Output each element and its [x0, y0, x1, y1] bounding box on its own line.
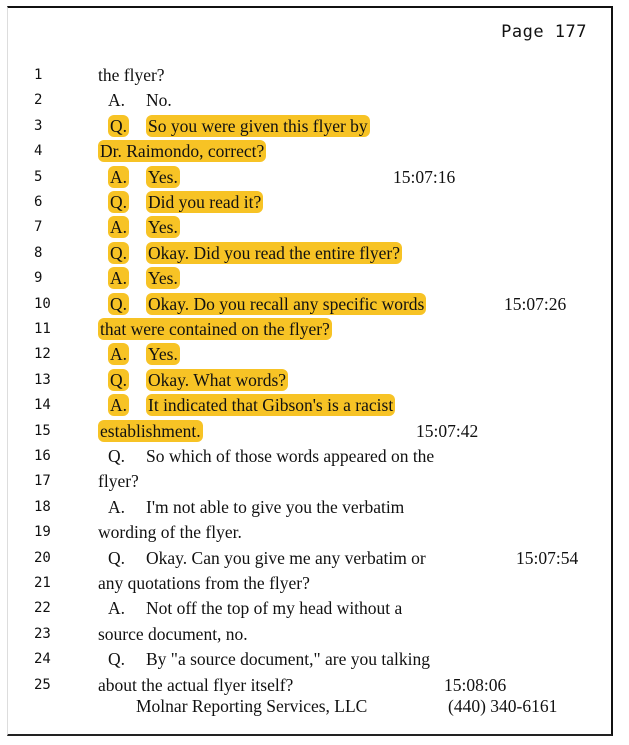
timestamp: 15:07:26: [504, 293, 567, 314]
speaker-label: A.: [110, 395, 128, 416]
line-number: 23: [34, 625, 51, 642]
timestamp: 15:07:54: [516, 547, 579, 568]
transcript-line: [8, 674, 611, 699]
speaker-label: Q.: [110, 369, 128, 390]
timestamp: 15:07:42: [416, 420, 479, 441]
transcript-line: [8, 115, 611, 140]
highlighted-line-text: It indicated that Gibson's is a racist: [148, 395, 394, 416]
line-number: 13: [34, 371, 51, 388]
footer-phone: (440) 340-6161: [448, 696, 558, 716]
highlighted-line-text: Yes.: [148, 344, 178, 365]
line-number: 11: [34, 321, 51, 337]
line-text: flyer?: [98, 471, 139, 492]
highlighted-line-text: Yes.: [148, 166, 178, 187]
line-number: 18: [34, 498, 51, 515]
speaker-label: Q.: [108, 547, 126, 568]
speaker-label: A.: [110, 217, 128, 238]
transcript-line: [8, 267, 611, 292]
line-text: Okay. Can you give me any verbatim or: [146, 547, 426, 568]
transcript-line: [8, 216, 611, 241]
line-number: 15: [34, 422, 51, 439]
line-number: 20: [34, 549, 51, 566]
line-number: 1: [34, 67, 43, 83]
line-number: 2: [34, 92, 43, 109]
highlighted-line-text: Yes.: [148, 217, 178, 238]
page-number: Page 177: [501, 22, 587, 42]
line-text: No.: [146, 90, 172, 111]
line-number: 16: [34, 448, 51, 464]
transcript-line: [8, 496, 611, 521]
line-number: 4: [34, 143, 43, 160]
line-number: 19: [34, 524, 51, 541]
highlighted-line-text: Dr. Raimondo, correct?: [100, 141, 265, 162]
speaker-label: Q.: [110, 293, 128, 314]
line-text: Not off the top of my head without a: [146, 598, 403, 619]
line-number: 25: [34, 676, 51, 693]
transcript-line: [8, 470, 611, 495]
line-number: 21: [34, 575, 51, 591]
line-number: 17: [34, 473, 51, 490]
transcript-page: [7, 6, 613, 736]
transcript-line: [8, 369, 611, 394]
timestamp: 15:08:06: [444, 674, 507, 695]
speaker-label: A.: [108, 598, 126, 619]
transcript-line: [8, 343, 611, 368]
line-number: 3: [34, 117, 43, 134]
footer-company: Molnar Reporting Services, LLC: [136, 696, 368, 716]
transcript-line: [8, 293, 611, 318]
speaker-label: Q.: [108, 446, 126, 466]
line-number: 24: [34, 651, 51, 668]
transcript-line: [8, 394, 611, 419]
line-number: 22: [34, 600, 51, 617]
transcript-line: [8, 420, 611, 445]
timestamp: 15:07:16: [393, 166, 456, 187]
transcript-line: [8, 597, 611, 622]
line-text: So which of those words appeared on the: [146, 446, 435, 466]
line-text: wording of the flyer.: [98, 522, 242, 543]
speaker-label: Q.: [108, 649, 126, 670]
transcript-line: [8, 547, 611, 572]
highlighted-line-text: Okay. Did you read the entire flyer?: [148, 242, 401, 263]
transcript-line: [8, 445, 611, 470]
transcript-line: [8, 166, 611, 191]
highlighted-line-text: So you were given this flyer by: [148, 115, 368, 136]
transcript-line: [8, 140, 611, 165]
speaker-label: A.: [110, 166, 128, 187]
highlighted-line-text: Okay. What words?: [148, 369, 287, 390]
line-number: 6: [34, 194, 43, 210]
line-text: By "a source document," are you talking: [146, 649, 430, 670]
speaker-label: A.: [110, 268, 128, 289]
line-text: I'm not able to give you the verbatim: [146, 496, 405, 517]
transcript-line: [8, 521, 611, 546]
line-number: 12: [34, 346, 51, 363]
speaker-label: Q.: [110, 192, 128, 212]
speaker-label: A.: [110, 344, 128, 365]
highlighted-line-text: establishment.: [100, 420, 201, 441]
line-text: the flyer?: [98, 65, 165, 85]
transcript-line: [8, 623, 611, 648]
transcript-line: [8, 191, 611, 216]
transcript-line: [8, 648, 611, 673]
speaker-label: A.: [108, 90, 126, 111]
line-number: 9: [34, 270, 43, 287]
speaker-label: Q.: [110, 242, 128, 263]
line-number: 14: [34, 397, 51, 414]
line-number: 8: [34, 244, 43, 261]
transcript-line: [8, 572, 611, 597]
line-text: about the actual flyer itself?: [98, 674, 294, 695]
highlighted-line-text: Okay. Do you recall any specific words: [148, 293, 425, 314]
line-text: any quotations from the flyer?: [98, 573, 310, 593]
transcript-line: [8, 64, 611, 89]
highlighted-line-text: Yes.: [148, 268, 178, 289]
speaker-label: Q.: [110, 115, 128, 136]
line-number: 10: [34, 295, 51, 312]
line-text: source document, no.: [98, 623, 248, 644]
transcript-line: [8, 318, 611, 343]
transcript-line: [8, 89, 611, 114]
highlighted-line-text: that were contained on the flyer?: [100, 319, 330, 339]
highlighted-line-text: Did you read it?: [148, 192, 262, 212]
line-number: 7: [34, 219, 43, 236]
line-number: 5: [34, 168, 43, 185]
transcript-line: [8, 242, 611, 267]
speaker-label: A.: [108, 496, 126, 517]
